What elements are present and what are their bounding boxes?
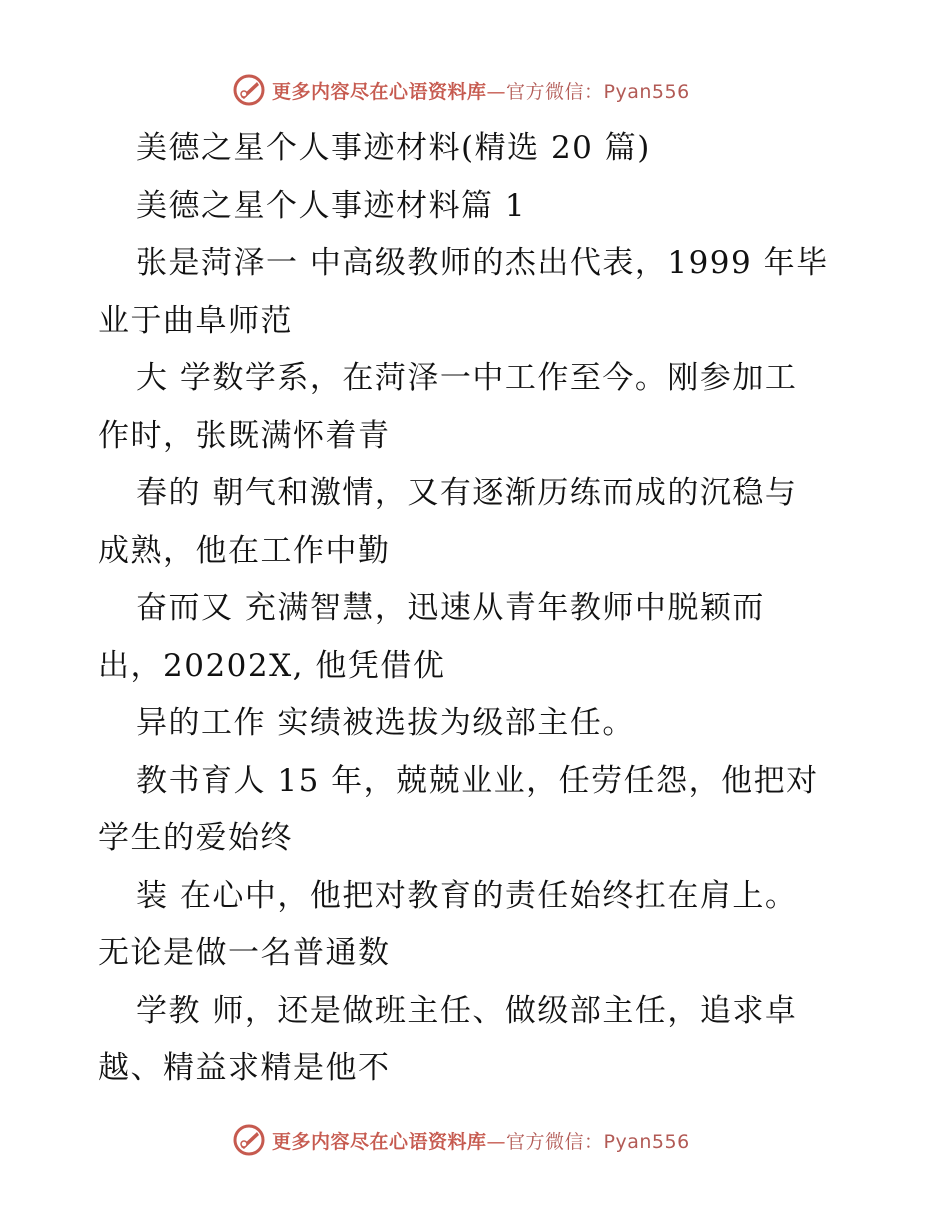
text-line: 作时，张既满怀着青 [98, 417, 391, 454]
watermark-text [272, 1127, 690, 1154]
watermark-dash: — [486, 80, 507, 103]
text-line: 教书育人 15 年，兢兢业业，任劳任怨，他把对 [136, 762, 819, 799]
watermark-dash: — [486, 1130, 507, 1153]
text-line: 奋而又 充满智慧，迅速从青年教师中脱颖而 [136, 590, 765, 626]
text-line: 业于曲阜师范 [98, 302, 293, 339]
text-line: 异的工作 实绩被选拔为级部主任。 [136, 705, 635, 741]
document-body [98, 120, 858, 1098]
text-line: 出，20202X, 他凭借优 [98, 647, 446, 684]
watermark-suffix: 官方微信：Pyan556 [506, 1130, 690, 1153]
text-line: 美德之星个人事迹材料篇 1 [136, 187, 527, 224]
header-watermark [232, 72, 690, 108]
watermark-suffix: 官方微信：Pyan556 [506, 80, 690, 103]
text-line: 张是菏泽一 中高级教师的杰出代表，1999 年毕 [136, 245, 829, 281]
brand-logo-icon [232, 1123, 266, 1157]
text-line: 春的 朝气和激情，又有逐渐历练而成的沉稳与 [136, 475, 798, 511]
text-line: 学生的爱始终 [98, 820, 293, 856]
text-line: 成熟，他在工作中勤 [98, 532, 391, 569]
watermark-text [272, 77, 690, 104]
watermark-brand: 更多内容尽在心语资料库 [272, 80, 487, 103]
text-line: 无论是做一名普通数 [98, 935, 391, 971]
text-line: 美德之星个人事迹材料(精选 20 篇) [136, 130, 651, 166]
text-line: 装 在心中，他把对教育的责任始终扛在肩上。 [136, 877, 798, 914]
watermark-brand: 更多内容尽在心语资料库 [272, 1130, 487, 1153]
brand-logo-icon [232, 73, 266, 107]
text-line: 学教 师，还是做班主任、做级部主任，追求卓 [136, 992, 798, 1029]
text-line: 越、精益求精是他不 [98, 1050, 391, 1086]
footer-watermark [232, 1122, 690, 1158]
text-line: 大 学数学系，在菏泽一中工作至今。刚参加工 [136, 360, 798, 396]
